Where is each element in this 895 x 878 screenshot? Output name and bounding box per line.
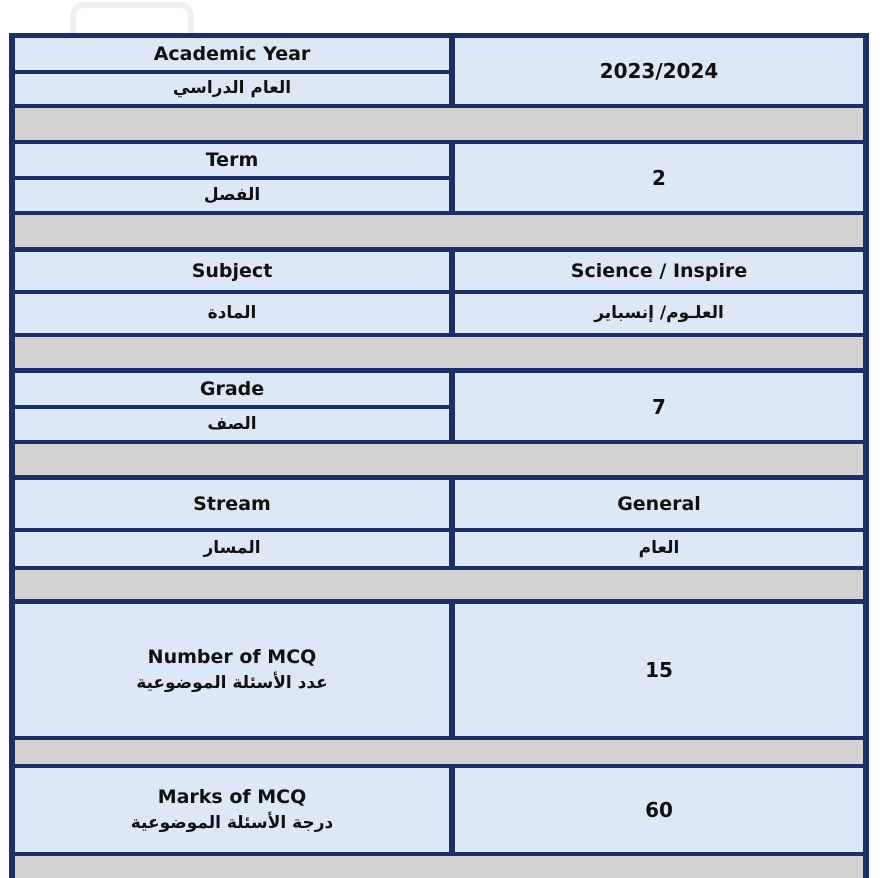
row-separator xyxy=(15,444,863,475)
mcq-number-label-en: Number of MCQ xyxy=(147,645,317,668)
row-separator xyxy=(15,740,863,764)
stream-value-en: General xyxy=(455,480,863,528)
grade-label-ar: الصف xyxy=(15,409,449,440)
mcq-number-value: 15 xyxy=(455,604,863,736)
row-separator xyxy=(15,337,863,368)
mcq-marks-value: 60 xyxy=(455,768,863,852)
term-label-en: Term xyxy=(15,144,449,176)
subject-label-ar: المادة xyxy=(15,294,449,333)
stream-label-ar: المسار xyxy=(15,532,449,566)
grade-label-en: Grade xyxy=(15,373,449,405)
subject-value-en: Science / Inspire xyxy=(455,252,863,290)
stream-value-ar: العام xyxy=(455,532,863,566)
academic-year-label-ar: العام الدراسي xyxy=(15,74,449,104)
academic-year-label-en: Academic Year xyxy=(15,38,449,70)
mcq-number-label-ar: عدد الأسئلة الموضوعية xyxy=(136,673,328,694)
grade-value: 7 xyxy=(455,373,863,440)
subject-label-en: Subject xyxy=(15,252,449,290)
subject-value-ar: العلـوم/ إنسباير xyxy=(455,294,863,333)
mcq-number-label xyxy=(15,604,449,736)
mcq-marks-label-en: Marks of MCQ xyxy=(157,785,307,808)
exam-info-table xyxy=(9,33,869,878)
mcq-marks-label xyxy=(15,768,449,852)
mcq-marks-label-ar: درجة الأسئلة الموضوعية xyxy=(130,813,334,834)
row-separator xyxy=(15,215,863,247)
row-separator xyxy=(15,108,863,140)
row-separator xyxy=(15,856,863,878)
stream-label-en: Stream xyxy=(15,480,449,528)
term-value: 2 xyxy=(455,144,863,211)
row-separator xyxy=(15,570,863,599)
academic-year-value: 2023/2024 xyxy=(455,38,863,104)
term-label-ar: الفصل xyxy=(15,180,449,211)
